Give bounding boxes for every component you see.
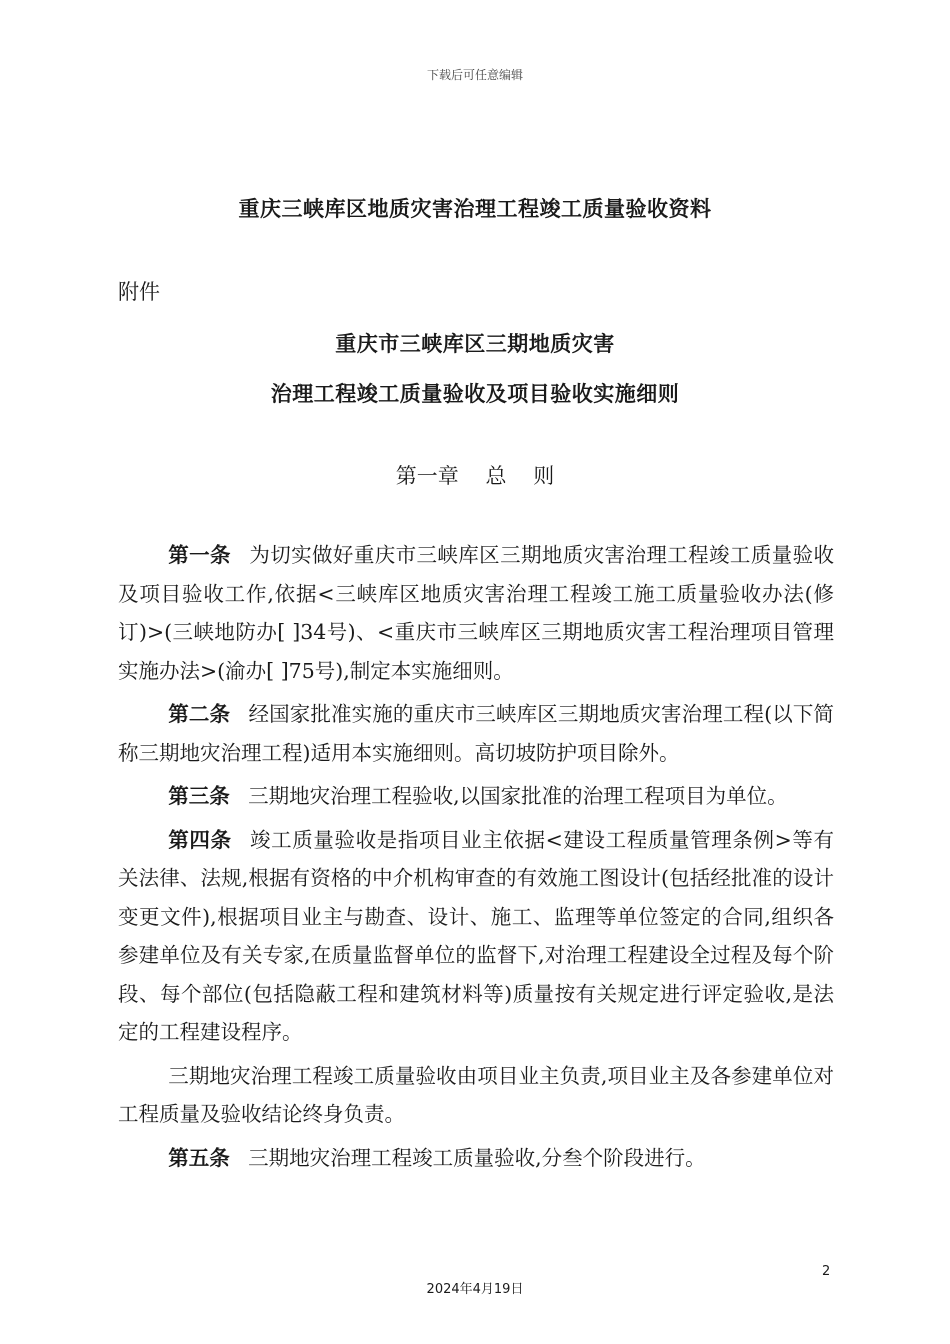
footer-date: 2024年4月19日 xyxy=(426,1282,524,1297)
article-label: 第三条 xyxy=(168,784,230,808)
subtitle-line-1: 重庆市三峡库区三期地质灾害 xyxy=(335,332,615,356)
header-note: 下载后可任意编辑 xyxy=(426,68,523,82)
document-body xyxy=(118,536,834,1182)
article-label: 第二条 xyxy=(168,702,231,726)
article-paragraph xyxy=(118,777,834,816)
article-label: 第一条 xyxy=(168,543,231,567)
page-number: 2 xyxy=(822,1264,831,1279)
attachment-label: 附件 xyxy=(118,280,160,304)
chapter-heading: 第一章 总 则 xyxy=(395,464,555,488)
article-text: 三期地灾治理工程竣工质量验收,分叁个阶段进行。 xyxy=(248,1145,706,1170)
article-text: 三期地灾治理工程竣工质量验收由项目业主负责,项目业主及各参建单位对工程质量及验收结论终身负责。 xyxy=(118,1063,834,1126)
article-label: 第五条 xyxy=(168,1145,230,1170)
article-paragraph xyxy=(118,695,834,772)
article-label: 第四条 xyxy=(168,827,232,852)
article-paragraph xyxy=(118,1057,834,1134)
subtitle-line-2: 治理工程竣工质量验收及项目验收实施细则 xyxy=(270,382,680,406)
article-text: 三期地灾治理工程验收,以国家批准的治理工程项目为单位。 xyxy=(248,784,788,808)
article-paragraph xyxy=(118,821,834,1052)
article-text: 竣工质量验收是指项目业主依据<建设工程质量管理条例>等有关法律、法规,根据有资格的中介机构审查的有效施工图设计(包括经批准的设计变更文件),根据项目业主与勘查、设计、施工、监理等单位签定的合同,组织各参建单位及有关专家,在质量监督单位的监督下,对治理工程建设全过程及每个阶段、每个部位(包括隐蔽工程和建筑材料等)质量按有关规定进行评定验收,是法定的工程建设程序。 xyxy=(118,827,835,1044)
article-paragraph xyxy=(118,1139,834,1178)
document-title: 重庆三峡库区地质灾害治理工程竣工质量验收资料 xyxy=(238,197,712,221)
article-paragraph xyxy=(118,536,834,690)
article-text: 为切实做好重庆市三峡库区三期地质灾害治理工程竣工质量验收及项目验收工作,依据<三峡库区地质灾害治理工程竣工施工质量验收办法(修订)>(三峡地防办[ ]34号)、<重庆市三峡库区三期地质灾害工程治理项目管理实施办法>(渝办[ ]75号),制定本实施细则。 xyxy=(118,543,835,683)
article-text: 经国家批准实施的重庆市三峡库区三期地质灾害治理工程(以下简称三期地灾治理工程)适用本实施细则。高切坡防护项目除外。 xyxy=(118,702,834,765)
